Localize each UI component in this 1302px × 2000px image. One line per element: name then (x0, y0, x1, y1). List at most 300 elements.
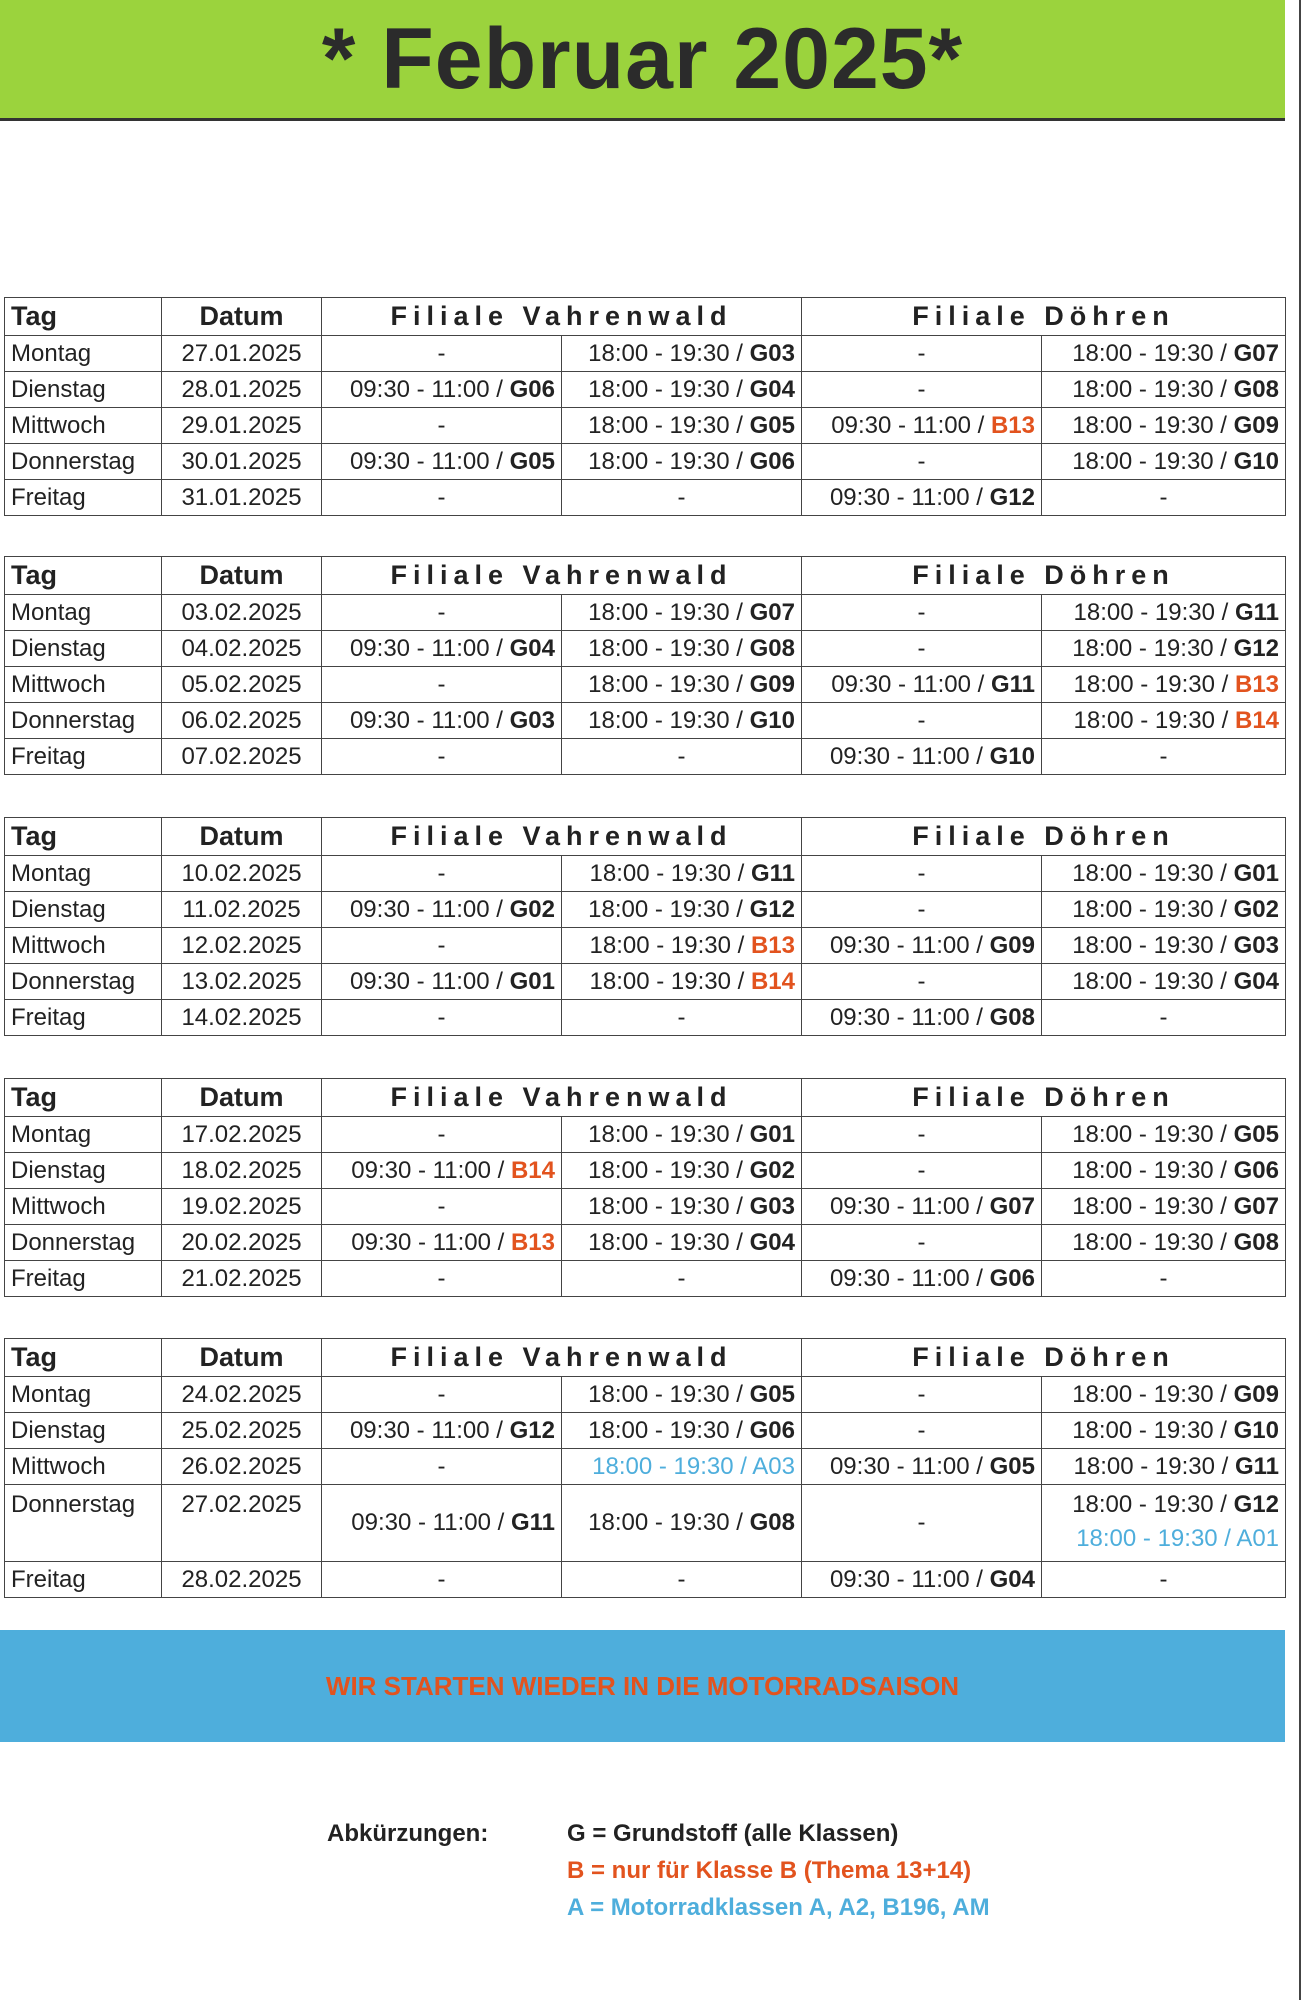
date-cell: 03.02.2025 (162, 595, 322, 631)
date-cell: 12.02.2025 (162, 928, 322, 964)
week-table (4, 1338, 1286, 1598)
slot-cell-d1: - (802, 856, 1042, 892)
slot-cell-v2 (562, 595, 802, 631)
slot-code: G11 (510, 1509, 555, 1536)
slot-cell-d1 (802, 928, 1042, 964)
header-datum: Datum (162, 298, 322, 336)
slot-code: G12 (749, 895, 795, 923)
day-cell: Mittwoch (5, 667, 162, 703)
date-cell: 07.02.2025 (162, 739, 322, 775)
header-datum: Datum (162, 1079, 322, 1117)
day-cell: Mittwoch (5, 928, 162, 964)
slot-cell-d2 (1042, 1117, 1286, 1153)
slot-code: G01 (1233, 859, 1280, 887)
slot-time: 18:00 - 19:30 / (1072, 1192, 1234, 1220)
slot-cell-v1: - (322, 739, 562, 775)
slot-code: G08 (1233, 1228, 1280, 1256)
slot-cell-d2: - (1042, 1261, 1286, 1297)
banner (0, 1630, 1285, 1742)
header-vahrenwald: Filiale Vahrenwald (322, 1079, 802, 1117)
slot-code: G03 (509, 706, 555, 734)
date-cell: 25.02.2025 (162, 1413, 322, 1449)
header-doehren: Filiale Döhren (802, 1079, 1286, 1117)
slot-time: 09:30 - 11:00 / (349, 375, 510, 403)
week-table (4, 556, 1286, 775)
date-cell: 30.01.2025 (162, 444, 322, 480)
day-cell: Donnerstag (5, 703, 162, 739)
slot-cell-d1 (802, 1562, 1042, 1598)
legend-item-b: B = nur für Klasse B (Thema 13+14) (567, 1857, 972, 1884)
slot-code: G08 (1233, 375, 1280, 403)
legend-label: Abkürzungen: (327, 1820, 489, 1847)
slot-code: G02 (749, 1156, 795, 1184)
table-row (5, 1153, 1286, 1189)
slot-cell-v2 (562, 1225, 802, 1261)
slot-cell-v2 (562, 928, 802, 964)
slot-cell-d1: - (802, 892, 1042, 928)
slot-line-extra (1048, 1525, 1279, 1559)
slot-time: 18:00 - 19:30 / (1072, 411, 1234, 439)
slot-time: 09:30 - 11:00 / (349, 634, 510, 662)
slot-cell-v2 (562, 1377, 802, 1413)
table-row (5, 667, 1286, 703)
header-datum: Datum (162, 557, 322, 595)
slot-code: G10 (1233, 447, 1280, 475)
slot-cell-d2 (1042, 1377, 1286, 1413)
header-tag: Tag (5, 1079, 162, 1117)
slot-code: G08 (749, 634, 795, 662)
slot-cell-d1: - (802, 372, 1042, 408)
table-row (5, 1000, 1286, 1036)
slot-time: 18:00 - 19:30 / (588, 670, 750, 698)
slot-time: 09:30 - 11:00 / (829, 931, 990, 959)
slot-code: G06 (509, 375, 555, 403)
table-row (5, 1261, 1286, 1297)
slot-time: 18:00 - 19:30 / (1072, 375, 1234, 403)
slot-cell-v1: - (322, 408, 562, 444)
slot-code: G01 (749, 1120, 795, 1148)
slot-cell-v1: - (322, 856, 562, 892)
slot-time: 18:00 - 19:30 / (588, 634, 750, 662)
slot-cell-d2 (1042, 928, 1286, 964)
slot-time: 18:00 - 19:30 / (589, 859, 751, 887)
slot-cell-v2: - (562, 480, 802, 516)
header-vahrenwald: Filiale Vahrenwald (322, 298, 802, 336)
date-cell: 17.02.2025 (162, 1117, 322, 1153)
day-cell: Mittwoch (5, 408, 162, 444)
day-cell: Montag (5, 1377, 162, 1413)
slot-code: B13 (750, 931, 795, 959)
slot-cell-v1 (322, 892, 562, 928)
table-row (5, 928, 1286, 964)
slot-time: 09:30 - 11:00 / (349, 1416, 510, 1444)
slot-cell-v1 (322, 964, 562, 1000)
slot-cell-d2 (1042, 1413, 1286, 1449)
slot-cell-d2: - (1042, 1000, 1286, 1036)
slot-cell-v1 (322, 1153, 562, 1189)
slot-cell-v2 (562, 856, 802, 892)
slot-cell-v1: - (322, 1117, 562, 1153)
banner-text: WIR STARTEN WIEDER IN DIE MOTORRADSAISON (325, 1670, 960, 1701)
date-cell: 26.02.2025 (162, 1449, 322, 1485)
slot-time: 09:30 - 11:00 / (829, 483, 990, 511)
slot-cell-v1 (322, 1485, 562, 1562)
slot-code: G08 (749, 1509, 795, 1536)
header-doehren: Filiale Döhren (802, 818, 1286, 856)
slot-code: G07 (1233, 339, 1280, 367)
day-cell: Dienstag (5, 1153, 162, 1189)
slot-code: G04 (989, 1565, 1035, 1593)
slot-code: G11 (1234, 598, 1280, 626)
week-table (4, 297, 1286, 516)
slot-cell-v1 (322, 631, 562, 667)
slot-cell-v1: - (322, 1449, 562, 1485)
slot-cell-d2 (1042, 1153, 1286, 1189)
table-row (5, 1225, 1286, 1261)
header-doehren: Filiale Döhren (802, 557, 1286, 595)
slot-cell-d1: - (802, 1377, 1042, 1413)
slot-code: G11 (750, 859, 795, 887)
header-vahrenwald: Filiale Vahrenwald (322, 1339, 802, 1377)
slot-cell-v1 (322, 444, 562, 480)
slot-cell-d1 (802, 1449, 1042, 1485)
slot-time: 18:00 - 19:30 / (588, 447, 750, 475)
slot-cell-d1: - (802, 595, 1042, 631)
slot-time: 18:00 - 19:30 / (588, 1156, 750, 1184)
slot-cell-v2 (562, 964, 802, 1000)
slot-cell-d2 (1042, 372, 1286, 408)
slot-code: G06 (749, 1416, 795, 1444)
date-cell: 06.02.2025 (162, 703, 322, 739)
day-cell: Dienstag (5, 1413, 162, 1449)
table-row (5, 372, 1286, 408)
date-cell: 27.01.2025 (162, 336, 322, 372)
header-row (5, 1079, 1286, 1117)
slot-time: 18:00 - 19:30 / (588, 411, 750, 439)
slot-cell-d1 (802, 480, 1042, 516)
header-row (5, 557, 1286, 595)
slot-cell-d2 (1042, 444, 1286, 480)
slot-time: 18:00 - 19:30 / (1073, 706, 1235, 734)
slot-cell-d2 (1042, 667, 1286, 703)
table-row (5, 631, 1286, 667)
slot-cell-d1: - (802, 1153, 1042, 1189)
slot-time: 09:30 - 11:00 / (829, 1452, 990, 1480)
table-row (5, 444, 1286, 480)
slot-time: 18:00 - 19:30 / (1076, 1525, 1237, 1552)
slot-code: G11 (990, 670, 1035, 698)
slot-cell-d2 (1042, 1189, 1286, 1225)
slot-cell-v2 (562, 1153, 802, 1189)
slot-cell-v2 (562, 631, 802, 667)
slot-cell-v2 (562, 667, 802, 703)
slot-code: A01 (1236, 1525, 1280, 1552)
slot-time: 18:00 - 19:30 / (588, 375, 750, 403)
slot-cell-v2 (562, 372, 802, 408)
slot-code: G05 (989, 1452, 1035, 1480)
slot-cell-d2: - (1042, 739, 1286, 775)
header-row (5, 818, 1286, 856)
slot-code: G06 (989, 1264, 1035, 1292)
slot-cell-v2 (562, 1117, 802, 1153)
table-row (5, 408, 1286, 444)
slot-code: G09 (1233, 411, 1280, 439)
slot-cell-v2: - (562, 1562, 802, 1598)
header-row (5, 298, 1286, 336)
slot-time: 18:00 - 19:30 / (588, 1509, 750, 1536)
slot-code: A03 (752, 1452, 795, 1480)
slot-cell-v1: - (322, 336, 562, 372)
slot-code: G10 (749, 706, 795, 734)
day-cell: Dienstag (5, 631, 162, 667)
date-cell: 11.02.2025 (162, 892, 322, 928)
table-row (5, 1413, 1286, 1449)
slot-cell-v1: - (322, 595, 562, 631)
slot-time: 18:00 - 19:30 / (588, 1192, 750, 1220)
slot-time: 09:30 - 11:00 / (351, 1509, 511, 1536)
date-cell: 24.02.2025 (162, 1377, 322, 1413)
slot-cell-d1 (802, 1261, 1042, 1297)
slot-cell-d2 (1042, 964, 1286, 1000)
slot-time: 18:00 - 19:30 / (1073, 598, 1235, 626)
slot-code: G03 (749, 339, 795, 367)
slot-cell-v2 (562, 892, 802, 928)
date-cell: 31.01.2025 (162, 480, 322, 516)
table-row (5, 1562, 1286, 1598)
slot-code: G07 (1233, 1192, 1280, 1220)
day-cell: Dienstag (5, 892, 162, 928)
slot-cell-d1 (802, 1189, 1042, 1225)
day-cell: Mittwoch (5, 1189, 162, 1225)
slot-code: G01 (509, 967, 555, 995)
slot-time: 09:30 - 11:00 / (351, 1156, 511, 1184)
slot-time: 18:00 - 19:30 / (1073, 1452, 1235, 1480)
slot-cell-d1 (802, 667, 1042, 703)
slot-cell-d1: - (802, 1225, 1042, 1261)
slot-time: 09:30 - 11:00 / (349, 967, 510, 995)
slot-cell-v1: - (322, 1261, 562, 1297)
header-vahrenwald: Filiale Vahrenwald (322, 818, 802, 856)
slot-cell-v1: - (322, 480, 562, 516)
slot-code: G04 (749, 1228, 795, 1256)
table-row (5, 1449, 1286, 1485)
slot-code: G07 (989, 1192, 1035, 1220)
slot-time: 18:00 - 19:30 / (1072, 967, 1234, 995)
slot-code: G09 (989, 931, 1035, 959)
slot-cell-v1: - (322, 1000, 562, 1036)
day-cell: Donnerstag (5, 444, 162, 480)
table-row (5, 1117, 1286, 1153)
day-cell: Freitag (5, 739, 162, 775)
slot-cell-v2 (562, 1189, 802, 1225)
header-doehren: Filiale Döhren (802, 298, 1286, 336)
slot-cell-d2 (1042, 595, 1286, 631)
page-edge-line (1299, 0, 1301, 2000)
slot-cell-v1 (322, 703, 562, 739)
slot-cell-v2 (562, 1413, 802, 1449)
slot-cell-v1: - (322, 928, 562, 964)
slot-time: 18:00 - 19:30 / (588, 895, 750, 923)
slot-time: 18:00 - 19:30 / (588, 1380, 750, 1408)
slot-time: 18:00 - 19:30 / (1072, 447, 1234, 475)
slot-time: 18:00 - 19:30 / (1072, 339, 1234, 367)
slot-cell-d1: - (802, 703, 1042, 739)
slot-cell-v1: - (322, 667, 562, 703)
slot-time: 18:00 - 19:30 / (588, 706, 750, 734)
slot-code: G12 (1233, 634, 1280, 662)
date-cell: 28.01.2025 (162, 372, 322, 408)
slot-time: 18:00 - 19:30 / (1072, 1416, 1234, 1444)
slot-cell-v2 (562, 444, 802, 480)
day-cell: Dienstag (5, 372, 162, 408)
slot-cell-v2: - (562, 1000, 802, 1036)
slot-time: 09:30 - 11:00 / (831, 411, 991, 439)
slot-cell-v2 (562, 336, 802, 372)
day-cell: Freitag (5, 1562, 162, 1598)
slot-cell-d2 (1042, 892, 1286, 928)
slot-code: B13 (990, 411, 1035, 439)
slot-time: 09:30 - 11:00 / (829, 1264, 990, 1292)
slot-time: 09:30 - 11:00 / (349, 895, 510, 923)
slot-time: 18:00 - 19:30 / (588, 1416, 750, 1444)
slot-time: 09:30 - 11:00 / (829, 1192, 990, 1220)
day-cell: Montag (5, 595, 162, 631)
slot-line (1048, 1491, 1279, 1525)
slot-time: 09:30 - 11:00 / (829, 1003, 990, 1031)
slot-cell-v2 (562, 703, 802, 739)
slot-time: 18:00 - 19:30 / (1072, 1228, 1234, 1256)
slot-code: G04 (1233, 967, 1280, 995)
slot-time: 09:30 - 11:00 / (351, 1228, 511, 1256)
slot-cell-d1 (802, 408, 1042, 444)
day-cell: Freitag (5, 1000, 162, 1036)
week-table (4, 817, 1286, 1036)
slot-code: G12 (509, 1416, 555, 1444)
slot-code: B14 (750, 967, 795, 995)
slot-time: 18:00 - 19:30 / (588, 1120, 750, 1148)
date-cell: 05.02.2025 (162, 667, 322, 703)
header-vahrenwald: Filiale Vahrenwald (322, 557, 802, 595)
slot-code: G12 (989, 483, 1035, 511)
day-cell: Donnerstag (5, 1485, 162, 1562)
slot-cell-v2 (562, 408, 802, 444)
day-cell: Montag (5, 336, 162, 372)
header-row (5, 1339, 1286, 1377)
slot-code: G06 (749, 447, 795, 475)
slot-time: 09:30 - 11:00 / (829, 742, 990, 770)
slot-time: 18:00 - 19:30 / (1073, 670, 1235, 698)
day-cell: Mittwoch (5, 1449, 162, 1485)
slot-time: 18:00 - 19:30 / (588, 1228, 750, 1256)
slot-cell-v1: - (322, 1189, 562, 1225)
week-table (4, 1078, 1286, 1297)
date-cell: 13.02.2025 (162, 964, 322, 1000)
slot-time: 18:00 - 19:30 / (1072, 1491, 1234, 1518)
slot-code: G03 (749, 1192, 795, 1220)
date-cell: 14.02.2025 (162, 1000, 322, 1036)
slot-cell-v2: - (562, 739, 802, 775)
slot-code: G08 (989, 1003, 1035, 1031)
date-cell: 20.02.2025 (162, 1225, 322, 1261)
day-cell: Donnerstag (5, 964, 162, 1000)
table-row (5, 1377, 1286, 1413)
slot-cell-v1 (322, 1225, 562, 1261)
slot-time: 18:00 - 19:30 / (1072, 1380, 1234, 1408)
slot-time: 18:00 - 19:30 / (589, 931, 751, 959)
header-tag: Tag (5, 298, 162, 336)
slot-code: G02 (509, 895, 555, 923)
day-cell: Montag (5, 856, 162, 892)
slot-code: G09 (1233, 1380, 1280, 1408)
slot-cell-v2 (562, 1485, 802, 1562)
slot-code: G05 (749, 411, 795, 439)
slot-time: 18:00 - 19:30 / (588, 598, 750, 626)
slot-time: 18:00 - 19:30 / (1072, 895, 1234, 923)
header-tag: Tag (5, 818, 162, 856)
header-tag: Tag (5, 1339, 162, 1377)
slot-cell-d1: - (802, 1485, 1042, 1562)
header-datum: Datum (162, 1339, 322, 1377)
slot-cell-v1: - (322, 1377, 562, 1413)
slot-cell-v1 (322, 1413, 562, 1449)
page-title: * Februar 2025* (321, 10, 964, 107)
table-row (5, 1485, 1286, 1562)
slot-time: 18:00 - 19:30 / (592, 1452, 753, 1480)
slot-cell-d2: - (1042, 1562, 1286, 1598)
slot-time: 18:00 - 19:30 / (1072, 1156, 1234, 1184)
slot-cell-d2 (1042, 631, 1286, 667)
slot-code: G05 (1233, 1120, 1280, 1148)
table-row (5, 739, 1286, 775)
slot-time: 09:30 - 11:00 / (829, 1565, 990, 1593)
date-cell: 27.02.2025 (162, 1485, 322, 1562)
slot-cell-d1: - (802, 631, 1042, 667)
slot-time: 09:30 - 11:00 / (831, 670, 991, 698)
slot-time: 18:00 - 19:30 / (589, 967, 751, 995)
slot-cell-d2 (1042, 336, 1286, 372)
day-cell: Freitag (5, 1261, 162, 1297)
slot-time: 18:00 - 19:30 / (1072, 931, 1234, 959)
slot-cell-d2 (1042, 1485, 1286, 1562)
slot-cell-d2 (1042, 408, 1286, 444)
header-doehren: Filiale Döhren (802, 1339, 1286, 1377)
slot-cell-d2 (1042, 856, 1286, 892)
slot-code: G10 (989, 742, 1035, 770)
slot-code: G09 (749, 670, 795, 698)
slot-cell-v1 (322, 372, 562, 408)
date-cell: 18.02.2025 (162, 1153, 322, 1189)
legend-item-g: G = Grundstoff (alle Klassen) (567, 1820, 899, 1847)
slot-time: 18:00 - 19:30 / (1072, 1120, 1234, 1148)
table-row (5, 964, 1286, 1000)
title-bar (0, 0, 1285, 121)
slot-code: G02 (1233, 895, 1280, 923)
slot-code: B14 (510, 1156, 555, 1184)
slot-code: G06 (1233, 1156, 1280, 1184)
slot-cell-v1: - (322, 1562, 562, 1598)
slot-time: 09:30 - 11:00 / (349, 706, 510, 734)
day-cell: Montag (5, 1117, 162, 1153)
date-cell: 29.01.2025 (162, 408, 322, 444)
table-row (5, 336, 1286, 372)
slot-code: G04 (509, 634, 555, 662)
slot-code: G07 (749, 598, 795, 626)
slot-cell-d1: - (802, 964, 1042, 1000)
day-cell: Donnerstag (5, 1225, 162, 1261)
legend-item-a: A = Motorradklassen A, A2, B196, AM (567, 1894, 990, 1921)
slot-time: 18:00 - 19:30 / (1072, 634, 1234, 662)
slot-cell-d2 (1042, 1225, 1286, 1261)
